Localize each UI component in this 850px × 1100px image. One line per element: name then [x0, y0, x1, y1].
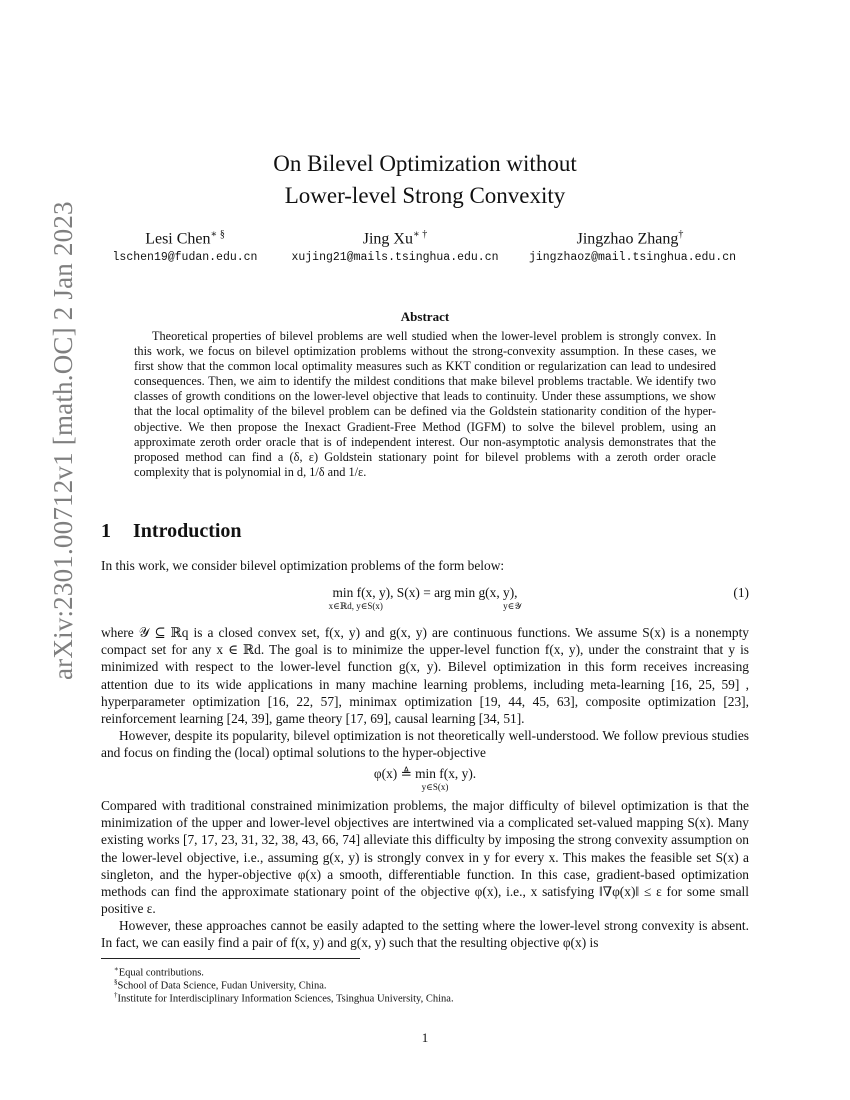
intro-paragraph-3: However, despite its popularity, bilevel optimization is not theoretically well-understood. We follow previous studies and focus on finding the (local) optimal solutions to the hyper-objective [101, 728, 749, 761]
footnote-mark: § [114, 978, 118, 986]
footnote-rule [101, 958, 360, 959]
author-1 [110, 229, 260, 248]
equation-2-sub: y∈S(x) [421, 782, 449, 792]
author-marks: ∗ † [412, 229, 428, 240]
author-3 [555, 229, 705, 248]
footnote-mark: ∗ [114, 965, 119, 973]
footnote-text: Institute for Interdisciplinary Information Sciences, Tsinghua University, China. [117, 993, 454, 1005]
intro-paragraph-1: In this work, we consider bilevel optimization problems of the form below: [101, 558, 505, 573]
section-title: Introduction [133, 520, 242, 542]
author-marks: † [678, 229, 684, 240]
footnote-mark: † [114, 991, 118, 999]
author-name: Jingzhao Zhang [576, 230, 679, 248]
footnote-text: School of Data Science, Fudan University, China. [117, 980, 327, 992]
equation-2 [101, 766, 749, 793]
page-number: 1 [421, 1030, 429, 1045]
equation-1-number: (1) [733, 585, 749, 600]
equation-1-sub-min: x∈ℝd, y∈S(x) [328, 601, 383, 611]
equation-1 [101, 585, 749, 612]
abstract-text: Theoretical properties of bilevel problems are well studied when the lower-level problem is strongly convex. In this work, we focus on bilevel optimization problems without the strong-convexity assumption. In these cases, we first show that the common local optimality measures such as KKT condition or regularization can lead to undesired consequences. Then, we aim to identify the mildest conditions that make bilevel problems tractable. We identify two classes of growth conditions on the lower-level objective that leads to continuity. Under these assumptions, we show that the local optimality of the bilevel problem can be defined via the Goldstein stationarity condition of the hyper-objective. We then propose the Inexact Gradient-Free Method (IGFM) to solve the bilevel problem, using an approximate zeroth order oracle that is of independent interest. Our non-asymptotic analysis demonstrates that the proposed method can find a (δ, ε) Goldstein stationary point for bilevel problems with a zeroth order oracle complexity that is polynomial in d, 1/δ and 1/ε. [134, 329, 716, 479]
author-3-email: jingzhaoz@mail.tsinghua.edu.cn [528, 251, 737, 264]
author-2-email: xujing21@mails.tsinghua.edu.cn [291, 251, 499, 264]
intro-paragraph-5: However, these approaches cannot be easily adapted to the setting where the lower-level strong convexity is absent. In fact, we can easily find a pair of f(x, y) and g(x, y) such that the resulting objective φ(x) is [101, 918, 749, 951]
intro-paragraph-2: where 𝒴 ⊆ ℝq is a closed convex set, f(x, y) and g(x, y) are continuous functions. We assume S(x) is a nonempty compact set for any x ∈ ℝd. The goal is to minimize the upper-level function f(x, y), under the constraint that y is minimized with respect to the lower-level function g(x, y). Bilevel optimization in this form receives increasing attention due to its wide applications in many machine learning problems, including meta-learning [16, 25, 59] , hyperparameter optimization [16, 22, 57], minimax optimization [19, 44, 45, 63], composite optimization [23], reinforcement learning [24, 39], game theory [17, 69], causal learning [34, 51]. [101, 625, 749, 727]
abstract-heading: Abstract [400, 309, 450, 324]
footnote-3 [114, 989, 454, 1006]
author-1-email: lschen19@fudan.edu.cn [112, 251, 258, 264]
author-2 [320, 229, 470, 248]
section-heading [101, 520, 242, 543]
arxiv-stamp: arXiv:2301.00712v1 [math.OC] 2 Jan 2023 [48, 201, 78, 680]
equation-2-body: φ(x) ≜ min f(x, y). [373, 766, 477, 781]
author-name: Jing Xu [362, 230, 413, 248]
title-line-1: On Bilevel Optimization without [273, 151, 577, 176]
equation-1-sub-argmin: y∈𝒴 [503, 601, 522, 611]
footnote-text: Equal contributions. [118, 967, 204, 979]
section-number: 1 [101, 520, 111, 542]
title-line-2: Lower-level Strong Convexity [284, 183, 566, 208]
author-name: Lesi Chen [145, 230, 211, 248]
intro-paragraph-4: Compared with traditional constrained minimization problems, the major difficulty of bilevel optimization is that the minimization of the upper and lower-level objectives are intertwined via a complicated set-valued mapping S(x). Many existing works [7, 17, 23, 31, 32, 38, 43, 66, 74] alleviate this difficulty by imposing the strong convexity assumption on the lower-level objective, i.e., assuming g(x, y) is strongly convex in y for every x. This makes the feasible set S(x) a singleton, and the hyper-objective φ(x) a smooth, differentiable function. In this case, gradient-based optimization methods can find the approximate stationary point of the objective φ(x), i.e., x satisfying ‖∇φ(x)‖ ≤ ε for some small positive ε. [101, 798, 749, 917]
equation-1-body: min f(x, y), S(x) = arg min g(x, y), [332, 585, 518, 600]
author-marks: ∗ § [210, 229, 225, 240]
